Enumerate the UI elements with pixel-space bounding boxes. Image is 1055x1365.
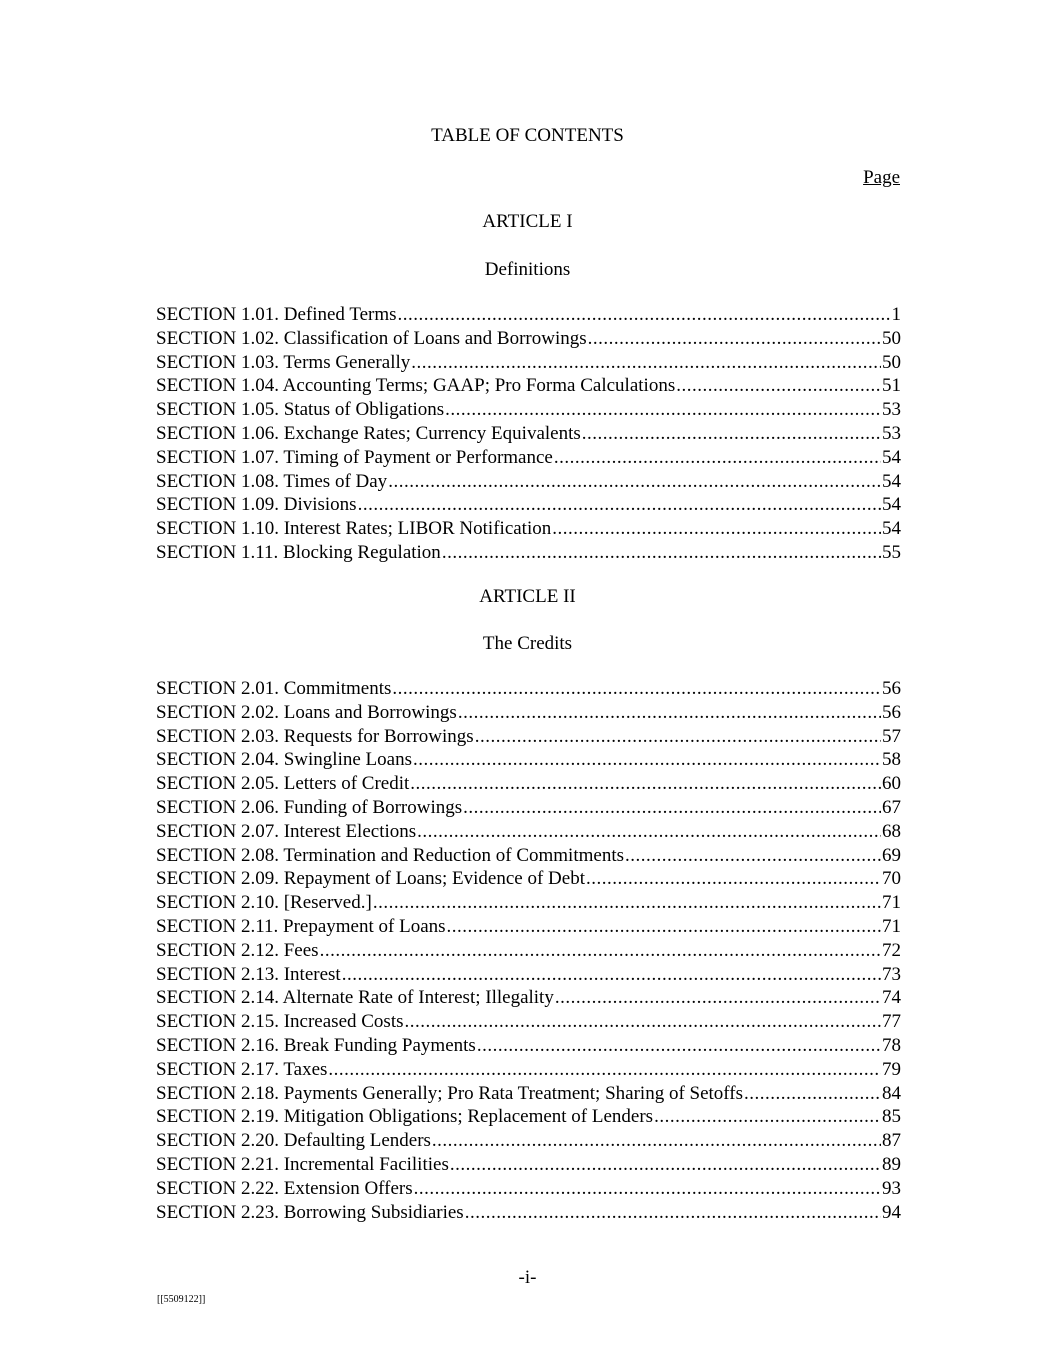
toc-entry[interactable] bbox=[156, 327, 901, 351]
toc-entry[interactable] bbox=[156, 820, 901, 844]
toc-entry-label: SECTION 2.08. Termination and Reduction of Commitments bbox=[156, 844, 624, 866]
toc-leader-dots bbox=[358, 493, 881, 517]
toc-leader-dots bbox=[392, 677, 881, 701]
toc-entry-page: 50 bbox=[882, 351, 901, 373]
toc-entry-page: 70 bbox=[882, 868, 901, 890]
footer-page-number: -i- bbox=[518, 1267, 537, 1288]
toc-entry[interactable] bbox=[156, 541, 901, 565]
toc-leader-dots bbox=[625, 844, 881, 868]
toc-entry[interactable] bbox=[156, 1201, 901, 1225]
toc-entry-page: 71 bbox=[882, 915, 901, 937]
toc-leader-dots bbox=[410, 772, 881, 796]
toc-entry[interactable] bbox=[156, 1034, 901, 1058]
toc-entry-label: SECTION 2.06. Funding of Borrowings bbox=[156, 796, 463, 818]
toc-leader-dots bbox=[555, 986, 881, 1010]
toc-entry-label: SECTION 1.01. Defined Terms bbox=[156, 304, 397, 325]
toc-entry-page: 85 bbox=[882, 1106, 901, 1128]
toc-entry-page: 78 bbox=[882, 1034, 901, 1056]
toc-entry[interactable] bbox=[156, 844, 901, 868]
page-column-header: Page bbox=[863, 167, 900, 188]
toc-entry[interactable] bbox=[156, 748, 901, 772]
toc-entry-label: SECTION 2.12. Fees bbox=[156, 939, 319, 961]
toc-title: TABLE OF CONTENTS bbox=[431, 125, 624, 146]
toc-entry[interactable] bbox=[156, 1177, 901, 1201]
toc-leader-dots bbox=[342, 963, 881, 987]
toc-entry-label: SECTION 1.10. Interest Rates; LIBOR Notification bbox=[156, 518, 552, 540]
toc-leader-dots bbox=[442, 541, 881, 565]
toc-entry-page: 77 bbox=[882, 1011, 901, 1033]
toc-leader-dots bbox=[676, 374, 881, 398]
toc-leader-dots bbox=[654, 1105, 881, 1129]
toc-entry[interactable] bbox=[156, 725, 901, 749]
toc-entry-label: SECTION 2.17. Taxes bbox=[156, 1058, 328, 1080]
toc-entry[interactable] bbox=[156, 1082, 901, 1106]
toc-entry-label: SECTION 2.20. Defaulting Lenders bbox=[156, 1130, 431, 1152]
toc-entry-page: 54 bbox=[882, 518, 901, 540]
toc-entry[interactable] bbox=[156, 398, 901, 422]
toc-entry[interactable] bbox=[156, 1153, 901, 1177]
toc-entry[interactable] bbox=[156, 867, 901, 891]
toc-entry[interactable] bbox=[156, 796, 901, 820]
article-2-heading: ARTICLE II bbox=[479, 586, 576, 607]
toc-entry-page: 93 bbox=[882, 1177, 901, 1199]
article-1-section-list bbox=[156, 303, 901, 565]
toc-leader-dots bbox=[477, 1034, 881, 1058]
toc-entry[interactable] bbox=[156, 303, 901, 327]
toc-entry-label: SECTION 2.04. Swingline Loans bbox=[156, 749, 412, 771]
toc-entry-label: SECTION 1.03. Terms Generally bbox=[156, 351, 411, 373]
toc-entry-label: SECTION 2.05. Letters of Credit bbox=[156, 773, 410, 795]
toc-entry[interactable] bbox=[156, 351, 901, 375]
toc-leader-dots bbox=[432, 1129, 881, 1153]
toc-leader-dots bbox=[554, 446, 881, 470]
toc-entry[interactable] bbox=[156, 1010, 901, 1034]
toc-entry[interactable] bbox=[156, 1058, 901, 1082]
toc-entry-page: 56 bbox=[882, 701, 901, 723]
toc-entry[interactable] bbox=[156, 986, 901, 1010]
toc-leader-dots bbox=[588, 327, 881, 351]
toc-entry-page: 73 bbox=[882, 963, 901, 985]
toc-entry[interactable] bbox=[156, 493, 901, 517]
toc-leader-dots bbox=[405, 1010, 882, 1034]
toc-leader-dots bbox=[447, 915, 881, 939]
toc-leader-dots bbox=[463, 796, 881, 820]
article-1-heading: ARTICLE I bbox=[482, 211, 573, 232]
toc-entry-page: 54 bbox=[882, 470, 901, 492]
toc-entry-page: 67 bbox=[882, 796, 901, 818]
toc-leader-dots bbox=[388, 470, 881, 494]
toc-leader-dots bbox=[552, 517, 881, 541]
toc-leader-dots bbox=[582, 422, 881, 446]
toc-leader-dots bbox=[450, 1153, 881, 1177]
article-2-subheading: The Credits bbox=[482, 633, 573, 654]
toc-leader-dots bbox=[417, 820, 881, 844]
toc-entry-label: SECTION 1.02. Classification of Loans and Borrowings bbox=[156, 327, 587, 349]
toc-entry-page: 54 bbox=[882, 494, 901, 516]
toc-leader-dots bbox=[586, 867, 881, 891]
toc-entry-label: SECTION 2.02. Loans and Borrowings bbox=[156, 701, 457, 723]
toc-entry-label: SECTION 1.04. Accounting Terms; GAAP; Pro Forma Calculations bbox=[156, 375, 676, 397]
toc-entry[interactable] bbox=[156, 422, 901, 446]
article-2-section-list bbox=[156, 677, 901, 1224]
toc-entry-page: 84 bbox=[882, 1082, 901, 1104]
toc-entry-page: 87 bbox=[882, 1130, 901, 1152]
toc-entry-label: SECTION 2.16. Break Funding Payments bbox=[156, 1034, 476, 1056]
toc-entry[interactable] bbox=[156, 1105, 901, 1129]
toc-entry[interactable] bbox=[156, 939, 901, 963]
toc-entry[interactable] bbox=[156, 1129, 901, 1153]
toc-entry-page: 72 bbox=[882, 939, 901, 961]
toc-leader-dots bbox=[328, 1058, 881, 1082]
toc-entry[interactable] bbox=[156, 446, 901, 470]
toc-entry-page: 1 bbox=[891, 304, 901, 325]
toc-entry-label: SECTION 1.11. Blocking Regulation bbox=[156, 541, 441, 563]
article-1-subheading: Definitions bbox=[484, 259, 571, 280]
toc-entry[interactable] bbox=[156, 701, 901, 725]
toc-entry[interactable] bbox=[156, 915, 901, 939]
toc-entry-page: 74 bbox=[882, 987, 901, 1009]
toc-entry-page: 68 bbox=[882, 820, 901, 842]
toc-leader-dots bbox=[320, 939, 881, 963]
toc-entry-page: 55 bbox=[882, 541, 901, 563]
toc-entry-label: SECTION 2.01. Commitments bbox=[156, 678, 392, 699]
toc-entry-page: 54 bbox=[882, 446, 901, 468]
toc-entry[interactable] bbox=[156, 772, 901, 796]
toc-entry-label: SECTION 1.09. Divisions bbox=[156, 494, 357, 516]
toc-leader-dots bbox=[413, 748, 881, 772]
toc-entry-label: SECTION 1.06. Exchange Rates; Currency Equivalents bbox=[156, 422, 581, 444]
toc-entry-page: 60 bbox=[882, 773, 901, 795]
toc-entry-page: 79 bbox=[882, 1058, 901, 1080]
toc-entry-label: SECTION 2.15. Increased Costs bbox=[156, 1011, 404, 1033]
toc-entry-page: 57 bbox=[882, 725, 901, 747]
toc-leader-dots bbox=[398, 303, 891, 327]
toc-entry-label: SECTION 2.23. Borrowing Subsidiaries bbox=[156, 1201, 464, 1223]
toc-leader-dots bbox=[373, 891, 881, 915]
toc-leader-dots bbox=[475, 725, 881, 749]
toc-entry-page: 53 bbox=[882, 422, 901, 444]
toc-entry-label: SECTION 2.13. Interest bbox=[156, 963, 341, 985]
toc-entry-label: SECTION 2.03. Requests for Borrowings bbox=[156, 725, 474, 747]
toc-leader-dots bbox=[744, 1082, 881, 1106]
toc-entry-page: 94 bbox=[882, 1201, 901, 1223]
toc-entry-page: 56 bbox=[882, 678, 901, 699]
toc-entry[interactable] bbox=[156, 963, 901, 987]
toc-entry-label: SECTION 2.09. Repayment of Loans; Evidence of Debt bbox=[156, 868, 585, 890]
toc-entry-label: SECTION 2.19. Mitigation Obligations; Replacement of Lenders bbox=[156, 1106, 654, 1128]
toc-entry-page: 51 bbox=[882, 375, 901, 397]
toc-entry-page: 89 bbox=[882, 1153, 901, 1175]
toc-entry-label: SECTION 2.11. Prepayment of Loans bbox=[156, 915, 446, 937]
toc-entry-page: 71 bbox=[882, 892, 901, 914]
toc-entry[interactable] bbox=[156, 374, 901, 398]
toc-entry[interactable] bbox=[156, 891, 901, 915]
toc-entry-label: SECTION 1.07. Timing of Payment or Performance bbox=[156, 446, 553, 468]
toc-entry-page: 53 bbox=[882, 399, 901, 421]
toc-leader-dots bbox=[445, 398, 881, 422]
toc-leader-dots bbox=[458, 701, 881, 725]
toc-leader-dots bbox=[465, 1201, 881, 1225]
toc-leader-dots bbox=[414, 1177, 881, 1201]
toc-entry-label: SECTION 2.22. Extension Offers bbox=[156, 1177, 413, 1199]
toc-entry-label: SECTION 1.08. Times of Day bbox=[156, 470, 388, 492]
toc-entry[interactable] bbox=[156, 470, 901, 494]
toc-entry-label: SECTION 2.18. Payments Generally; Pro Rata Treatment; Sharing of Setoffs bbox=[156, 1082, 744, 1104]
toc-entry[interactable] bbox=[156, 517, 901, 541]
toc-entry-page: 69 bbox=[882, 844, 901, 866]
toc-leader-dots bbox=[411, 351, 881, 375]
toc-entry-label: SECTION 2.14. Alternate Rate of Interest; Illegality bbox=[156, 987, 554, 1009]
toc-entry-label: SECTION 2.07. Interest Elections bbox=[156, 820, 417, 842]
document-id: [[5509122]] bbox=[157, 1294, 206, 1305]
toc-entry-page: 58 bbox=[882, 749, 901, 771]
toc-entry-label: SECTION 1.05. Status of Obligations bbox=[156, 399, 445, 421]
toc-entry[interactable] bbox=[156, 677, 901, 701]
toc-entry-label: SECTION 2.10. [Reserved.] bbox=[156, 892, 372, 914]
toc-entry-label: SECTION 2.21. Incremental Facilities bbox=[156, 1153, 449, 1175]
toc-entry-page: 50 bbox=[882, 327, 901, 349]
